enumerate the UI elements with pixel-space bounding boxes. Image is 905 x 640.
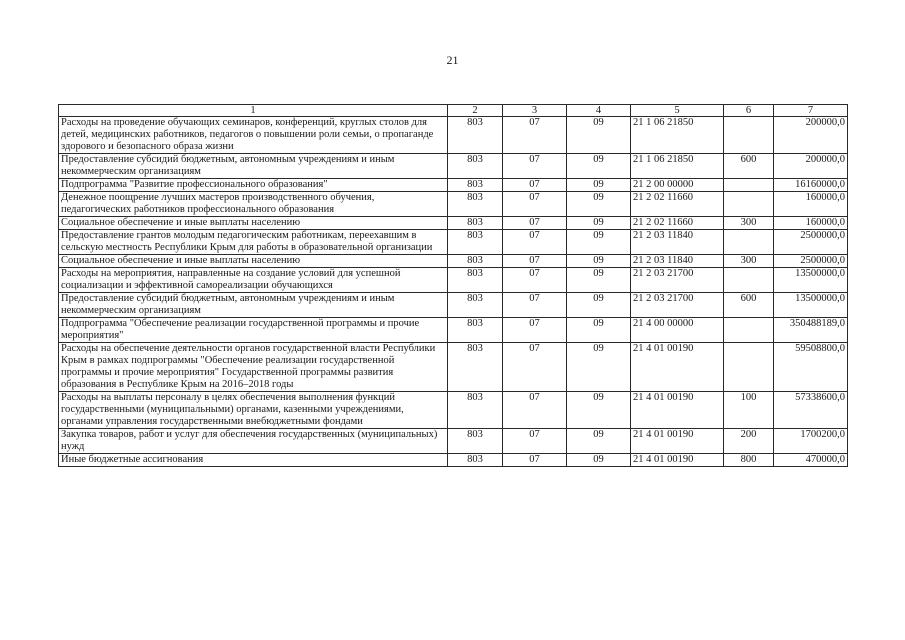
row-section-cell: 07	[503, 217, 567, 230]
row-name-cell: Расходы на мероприятия, направленные на создание условий для успешной социализации и эффективной самореализации обучающихся	[59, 268, 448, 293]
row-expense-type-cell: 600	[724, 293, 774, 318]
column-header-grbs: 2	[448, 105, 503, 117]
row-grbs-cell: 803	[448, 117, 503, 154]
row-subsection-cell: 09	[567, 230, 631, 255]
row-expense-type-cell: 100	[724, 392, 774, 429]
table-row	[59, 192, 848, 217]
row-name-cell: Расходы на обеспечение деятельности органов государственной власти Республики Крым в рамках подпрограммы "Обеспечение реализации государственной программы и прочие мероприятия" Государственной программы развития образования в Республике Крым на 2016–2018 годы	[59, 343, 448, 392]
row-section-cell: 07	[503, 429, 567, 454]
row-expense-type-cell: 600	[724, 154, 774, 179]
row-grbs-cell: 803	[448, 192, 503, 217]
row-section-cell: 07	[503, 318, 567, 343]
row-amount-cell: 13500000,0	[774, 268, 848, 293]
row-amount-cell: 2500000,0	[774, 255, 848, 268]
budget-table	[58, 104, 848, 467]
row-expense-type-cell: 300	[724, 255, 774, 268]
table-row	[59, 392, 848, 429]
row-amount-cell: 160000,0	[774, 217, 848, 230]
row-subsection-cell: 09	[567, 192, 631, 217]
row-amount-cell: 13500000,0	[774, 293, 848, 318]
table-row	[59, 255, 848, 268]
row-grbs-cell: 803	[448, 230, 503, 255]
row-expense-type-cell	[724, 343, 774, 392]
row-grbs-cell: 803	[448, 392, 503, 429]
row-amount-cell: 2500000,0	[774, 230, 848, 255]
row-name-cell: Предоставление субсидий бюджетным, автономным учреждениям и иным некоммерческим организациям	[59, 293, 448, 318]
row-section-cell: 07	[503, 293, 567, 318]
table-row	[59, 217, 848, 230]
table-body	[59, 117, 848, 467]
row-grbs-cell: 803	[448, 154, 503, 179]
row-subsection-cell: 09	[567, 255, 631, 268]
row-amount-cell: 160000,0	[774, 192, 848, 217]
row-section-cell: 07	[503, 192, 567, 217]
row-target-article-cell: 21 2 03 21700	[631, 268, 724, 293]
row-amount-cell: 16160000,0	[774, 179, 848, 192]
row-name-cell: Социальное обеспечение и иные выплаты населению	[59, 255, 448, 268]
column-header-amount: 7	[774, 105, 848, 117]
row-amount-cell: 200000,0	[774, 154, 848, 179]
row-target-article-cell: 21 4 01 00190	[631, 454, 724, 467]
row-subsection-cell: 09	[567, 392, 631, 429]
table-row	[59, 179, 848, 192]
row-subsection-cell: 09	[567, 179, 631, 192]
row-name-cell: Предоставление грантов молодым педагогическим работникам, переехавшим в сельскую местность Республики Крым для работы в образовательной организации	[59, 230, 448, 255]
row-subsection-cell: 09	[567, 217, 631, 230]
row-section-cell: 07	[503, 268, 567, 293]
row-grbs-cell: 803	[448, 179, 503, 192]
column-header-target-article: 5	[631, 105, 724, 117]
row-name-cell: Иные бюджетные ассигнования	[59, 454, 448, 467]
row-name-cell: Подпрограмма "Развитие профессионального образования"	[59, 179, 448, 192]
page-number: 21	[446, 53, 459, 67]
row-grbs-cell: 803	[448, 293, 503, 318]
table-row	[59, 230, 848, 255]
row-amount-cell: 350488189,0	[774, 318, 848, 343]
row-subsection-cell: 09	[567, 117, 631, 154]
row-section-cell: 07	[503, 454, 567, 467]
row-grbs-cell: 803	[448, 255, 503, 268]
column-header-name: 1	[59, 105, 448, 117]
row-expense-type-cell	[724, 230, 774, 255]
row-grbs-cell: 803	[448, 268, 503, 293]
row-section-cell: 07	[503, 343, 567, 392]
table-row	[59, 454, 848, 467]
table-row	[59, 293, 848, 318]
table-row	[59, 318, 848, 343]
row-target-article-cell: 21 2 03 11840	[631, 255, 724, 268]
table-row	[59, 268, 848, 293]
column-header-subsection: 4	[567, 105, 631, 117]
row-expense-type-cell	[724, 268, 774, 293]
row-grbs-cell: 803	[448, 343, 503, 392]
row-expense-type-cell: 800	[724, 454, 774, 467]
row-amount-cell: 470000,0	[774, 454, 848, 467]
row-expense-type-cell: 300	[724, 217, 774, 230]
row-target-article-cell: 21 4 01 00190	[631, 392, 724, 429]
row-amount-cell: 57338600,0	[774, 392, 848, 429]
row-subsection-cell: 09	[567, 154, 631, 179]
row-amount-cell: 200000,0	[774, 117, 848, 154]
row-amount-cell: 1700200,0	[774, 429, 848, 454]
row-name-cell: Денежное поощрение лучших мастеров производственного обучения, педагогических работников профессионального образования	[59, 192, 448, 217]
row-grbs-cell: 803	[448, 454, 503, 467]
row-amount-cell: 59508800,0	[774, 343, 848, 392]
row-expense-type-cell: 200	[724, 429, 774, 454]
row-expense-type-cell	[724, 117, 774, 154]
row-subsection-cell: 09	[567, 268, 631, 293]
row-name-cell: Социальное обеспечение и иные выплаты населению	[59, 217, 448, 230]
row-grbs-cell: 803	[448, 429, 503, 454]
row-section-cell: 07	[503, 230, 567, 255]
row-subsection-cell: 09	[567, 429, 631, 454]
row-section-cell: 07	[503, 255, 567, 268]
row-target-article-cell: 21 4 01 00190	[631, 343, 724, 392]
row-grbs-cell: 803	[448, 318, 503, 343]
table-row	[59, 343, 848, 392]
row-subsection-cell: 09	[567, 343, 631, 392]
row-target-article-cell: 21 4 01 00190	[631, 429, 724, 454]
row-subsection-cell: 09	[567, 293, 631, 318]
row-expense-type-cell	[724, 192, 774, 217]
row-target-article-cell: 21 2 02 11660	[631, 192, 724, 217]
row-target-article-cell: 21 2 00 00000	[631, 179, 724, 192]
row-subsection-cell: 09	[567, 454, 631, 467]
row-expense-type-cell	[724, 318, 774, 343]
table-row	[59, 154, 848, 179]
row-target-article-cell: 21 2 02 11660	[631, 217, 724, 230]
table-row	[59, 429, 848, 454]
row-target-article-cell: 21 4 00 00000	[631, 318, 724, 343]
row-name-cell: Подпрограмма "Обеспечение реализации государственной программы и прочие мероприятия"	[59, 318, 448, 343]
row-grbs-cell: 803	[448, 217, 503, 230]
row-target-article-cell: 21 2 03 21700	[631, 293, 724, 318]
table-row	[59, 117, 848, 154]
row-section-cell: 07	[503, 179, 567, 192]
table-header-row	[59, 105, 848, 117]
column-header-expense-type: 6	[724, 105, 774, 117]
row-target-article-cell: 21 1 06 21850	[631, 117, 724, 154]
row-name-cell: Закупка товаров, работ и услуг для обеспечения государственных (муниципальных) нужд	[59, 429, 448, 454]
row-name-cell: Расходы на выплаты персоналу в целях обеспечения выполнения функций государственными (муниципальными) органами, казенными учреждениями, органами управления государственными внебюджетными фондами	[59, 392, 448, 429]
row-name-cell: Расходы на проведение обучающих семинаров, конференций, круглых столов для детей, медицинских работников, педагогов о повышении роли семьи, о пропаганде здорового и безопасного образа жизни	[59, 117, 448, 154]
row-subsection-cell: 09	[567, 318, 631, 343]
column-header-section: 3	[503, 105, 567, 117]
row-section-cell: 07	[503, 154, 567, 179]
row-section-cell: 07	[503, 392, 567, 429]
row-name-cell: Предоставление субсидий бюджетным, автономным учреждениям и иным некоммерческим организациям	[59, 154, 448, 179]
row-expense-type-cell	[724, 179, 774, 192]
row-target-article-cell: 21 1 06 21850	[631, 154, 724, 179]
row-section-cell: 07	[503, 117, 567, 154]
row-target-article-cell: 21 2 03 11840	[631, 230, 724, 255]
